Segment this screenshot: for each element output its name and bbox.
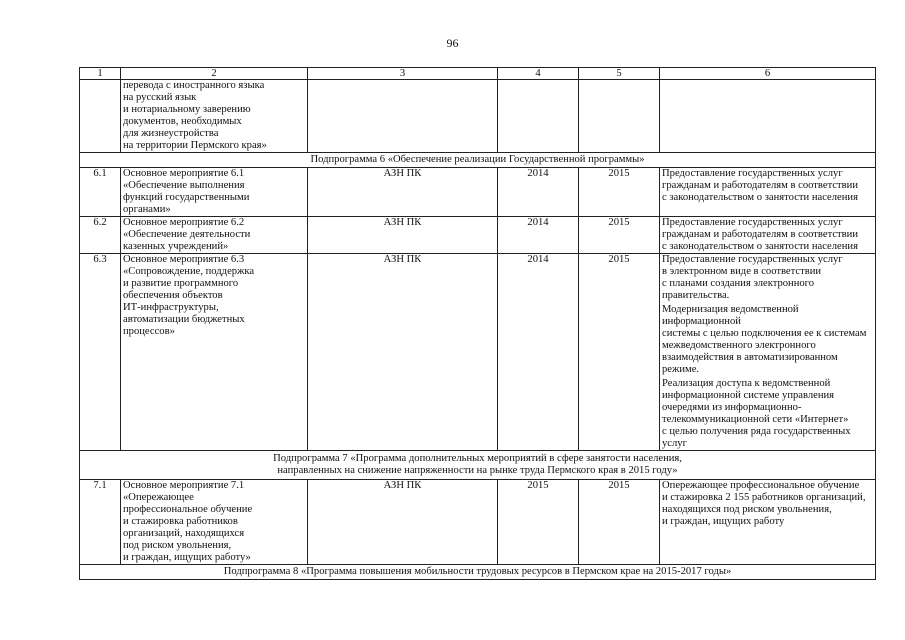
start-year: 2014: [498, 254, 579, 451]
row-number: 7.1: [80, 480, 121, 565]
activity-name: Основное мероприятие 7.1 «Опережающее профессиональное обучение и стажировка работников организаций, находящихся под риском увольнения, и граждан, ищущих работу»: [121, 480, 308, 565]
end-year: 2015: [579, 254, 660, 451]
expected-result: [660, 480, 876, 565]
result-paragraph: Опережающее профессиональное обучение и стажировка 2 155 работников организаций, находящихся под риском увольнения, и граждан, ищущих работу: [662, 480, 866, 527]
header-cell: 2: [121, 68, 308, 80]
activity-name: Основное мероприятие 6.3 «Сопровождение, поддержка и развитие программного обеспечения объектов ИТ-инфраструктуры, автоматизации бюджетных процессов»: [121, 254, 308, 451]
empty-cell: [308, 80, 498, 153]
subprogram-row: [80, 565, 876, 580]
subprogram-row: [80, 451, 876, 480]
result-paragraph: Модернизация ведомственной информационной системы с целью подключения ее к системам межведомственного электронного взаимодействия в автоматизированном режиме.: [662, 304, 867, 375]
empty-cell: [80, 80, 121, 153]
result-paragraph: Реализация доступа к ведомственной информационной системе управления очередями из информационно- телекоммуникационной сети «Интернет» с целью получения ряда государственных услуг: [662, 378, 851, 449]
table-row: [80, 480, 876, 565]
executor: АЗН ПК: [308, 217, 498, 254]
table-row: [80, 254, 876, 451]
subprogram-7-rows: [80, 480, 876, 565]
continuation-row: [80, 80, 876, 153]
start-year: 2014: [498, 168, 579, 217]
subprogram-6-rows: [80, 168, 876, 451]
row-number: 6.3: [80, 254, 121, 451]
header-cell: 3: [308, 68, 498, 80]
header-cell: 5: [579, 68, 660, 80]
table-row: [80, 168, 876, 217]
activity-name: Основное мероприятие 6.2 «Обеспечение деятельности казенных учреждений»: [121, 217, 308, 254]
end-year: 2015: [579, 480, 660, 565]
executor: АЗН ПК: [308, 480, 498, 565]
subprogram-row: [80, 153, 876, 168]
program-table: [79, 67, 876, 580]
table-header-row: [80, 68, 876, 80]
result-paragraph: Предоставление государственных услуг в электронном виде в соответствии с планами создания электронного правительства.: [662, 254, 843, 301]
start-year: 2014: [498, 217, 579, 254]
end-year: 2015: [579, 217, 660, 254]
page-number: 96: [446, 36, 459, 50]
continuation-text: перевода с иностранного языка на русский язык и нотариальному заверению документов, необходимых для жизнеустройства на территории Пермского края»: [121, 80, 308, 153]
expected-result: [660, 254, 876, 451]
expected-result: [660, 168, 876, 217]
row-number: 6.1: [80, 168, 121, 217]
activity-name: Основное мероприятие 6.1 «Обеспечение выполнения функций государственными органами»: [121, 168, 308, 217]
result-paragraph: Предоставление государственных услуг гражданам и работодателям в соответствии с законодательством о занятости населения: [662, 168, 858, 203]
header-cell: 1: [80, 68, 121, 80]
end-year: 2015: [579, 168, 660, 217]
executor: АЗН ПК: [308, 168, 498, 217]
result-paragraph: Предоставление государственных услуг гражданам и работодателям в соответствии с законодательством о занятости населения: [662, 217, 858, 252]
subprogram-8-title: Подпрограмма 8 «Программа повышения мобильности трудовых ресурсов в Пермском крае на 2015-2017 годы»: [80, 565, 876, 580]
expected-result: [660, 217, 876, 254]
table-row: [80, 217, 876, 254]
empty-cell: [498, 80, 579, 153]
subprogram-6-title: Подпрограмма 6 «Обеспечение реализации Государственной программы»: [80, 153, 876, 168]
empty-cell: [660, 80, 876, 153]
executor: АЗН ПК: [308, 254, 498, 451]
header-cell: 4: [498, 68, 579, 80]
empty-cell: [579, 80, 660, 153]
subprogram-7-title: Подпрограмма 7 «Программа дополнительных мероприятий в сфере занятости населения, направленных на снижение напряженности на рынке труда Пермского края в 2015 году»: [80, 451, 876, 480]
start-year: 2015: [498, 480, 579, 565]
header-cell: 6: [660, 68, 876, 80]
row-number: 6.2: [80, 217, 121, 254]
